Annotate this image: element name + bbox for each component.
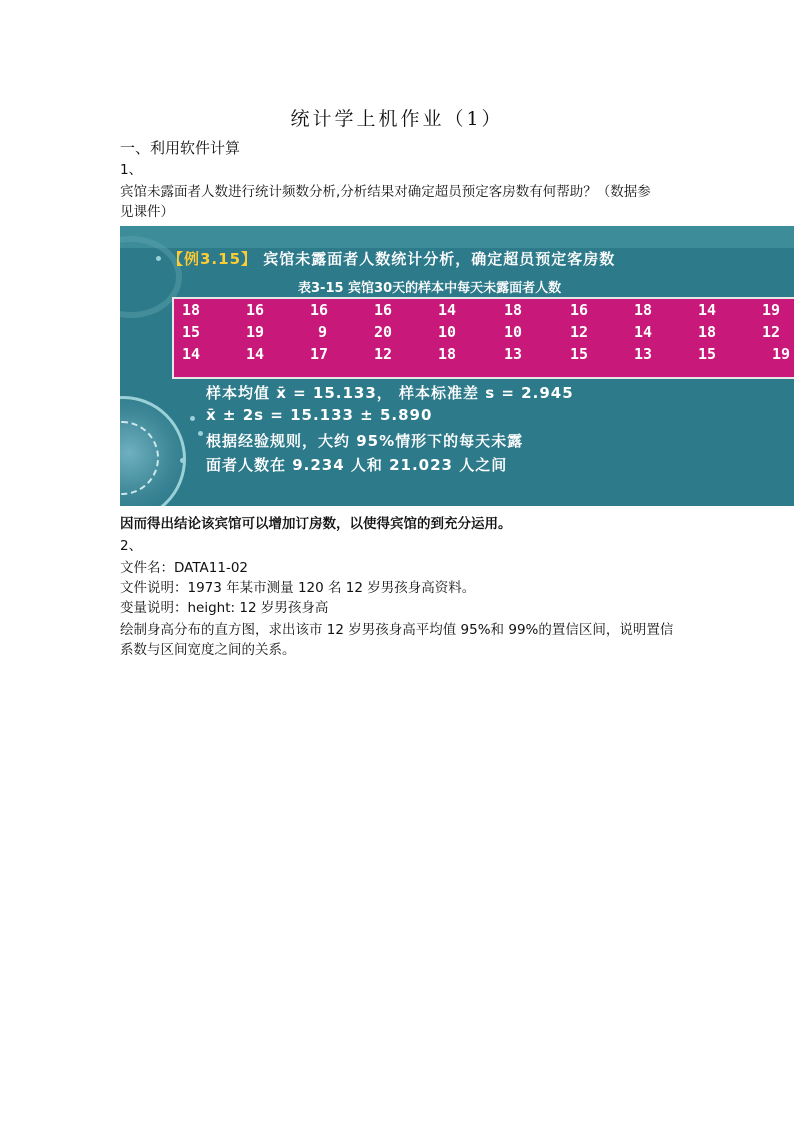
- decorative-dot: [180, 458, 185, 463]
- table-cell: 10: [438, 323, 457, 341]
- decorative-dot: [156, 256, 161, 261]
- question-2-task-line1: 绘制身高分布的直方图，求出该市 12 岁男孩身高平均值 95%和 99%的置信区间，说明置信: [120, 622, 674, 638]
- conclusion-text: 因而得出结论该宾馆可以增加订房数，以使得宾馆的到充分运用。: [120, 516, 512, 532]
- table-cell: 18: [438, 345, 457, 363]
- table-cell: 16: [374, 301, 393, 319]
- table-cell: 14: [438, 301, 457, 319]
- table-cell: 19: [772, 345, 791, 363]
- table-cell: 15: [698, 345, 717, 363]
- example-text: 宾馆未露面者人数统计分析，确定超员预定客房数: [263, 250, 616, 268]
- decorative-dot: [190, 416, 195, 421]
- decorative-dot: [198, 431, 203, 436]
- question-1-number: 1、: [120, 162, 143, 178]
- table-cell: 17: [310, 345, 329, 363]
- table-cell: 12: [374, 345, 393, 363]
- data-table: [172, 297, 794, 379]
- slide-stat-rule-line2: 面者人数在 9.234 人和 21.023 人之间: [206, 456, 508, 474]
- table-cell: 10: [504, 323, 523, 341]
- table-cell: 16: [570, 301, 589, 319]
- section-heading: 一、利用软件计算: [120, 139, 241, 157]
- table-cell: 14: [634, 323, 653, 341]
- page-title: 统计学上机作业（1）: [290, 108, 504, 130]
- table-cell: 12: [762, 323, 781, 341]
- table-cell: 13: [634, 345, 653, 363]
- table-cell: 14: [182, 345, 201, 363]
- question-2-variable: 变量说明：height: 12 岁男孩身高: [120, 600, 329, 616]
- example-tag: 【例3.15】: [168, 250, 258, 268]
- table-cell: 18: [182, 301, 201, 319]
- table-caption: 表3-15 宾馆30天的样本中每天未露面者人数: [298, 281, 562, 296]
- question-2-task-line2: 系数与区间宽度之间的关系。: [120, 642, 296, 658]
- slide-stat-interval: x̄ ± 2s = 15.133 ± 5.890: [206, 406, 433, 424]
- table-cell: 15: [182, 323, 201, 341]
- table-cell: 18: [698, 323, 717, 341]
- question-2-description: 文件说明：1973 年某市测量 120 名 12 岁男孩身高资料。: [120, 580, 476, 596]
- table-cell: 16: [246, 301, 265, 319]
- slide-stat-mean-sd: 样本均值 x̄ = 15.133， 样本标准差 s = 2.945: [206, 384, 574, 402]
- slide-stat-rule-line1: 根据经验规则，大约 95%情形下的每天未露: [206, 432, 524, 450]
- slide-header-band: [120, 226, 794, 248]
- table-cell: 18: [504, 301, 523, 319]
- question-2-filename: 文件名：DATA11-02: [120, 560, 249, 576]
- slide-image: [120, 226, 794, 506]
- table-cell: 19: [246, 323, 265, 341]
- table-cell: 14: [698, 301, 717, 319]
- question-1-text-line2: 见课件）: [120, 204, 174, 220]
- table-cell: 18: [634, 301, 653, 319]
- table-cell: 19: [762, 301, 781, 319]
- question-2-number: 2、: [120, 538, 143, 554]
- table-cell: 16: [310, 301, 329, 319]
- table-cell: 20: [374, 323, 393, 341]
- table-cell: 15: [570, 345, 589, 363]
- table-cell: 12: [570, 323, 589, 341]
- table-cell: 13: [504, 345, 523, 363]
- question-1-text-line1: 宾馆未露面者人数进行统计频数分析,分析结果对确定超员预定客房数有何帮助？（数据参: [120, 184, 651, 200]
- table-cell: 9: [318, 323, 328, 341]
- table-cell: 14: [246, 345, 265, 363]
- slide-example-heading: [168, 248, 615, 269]
